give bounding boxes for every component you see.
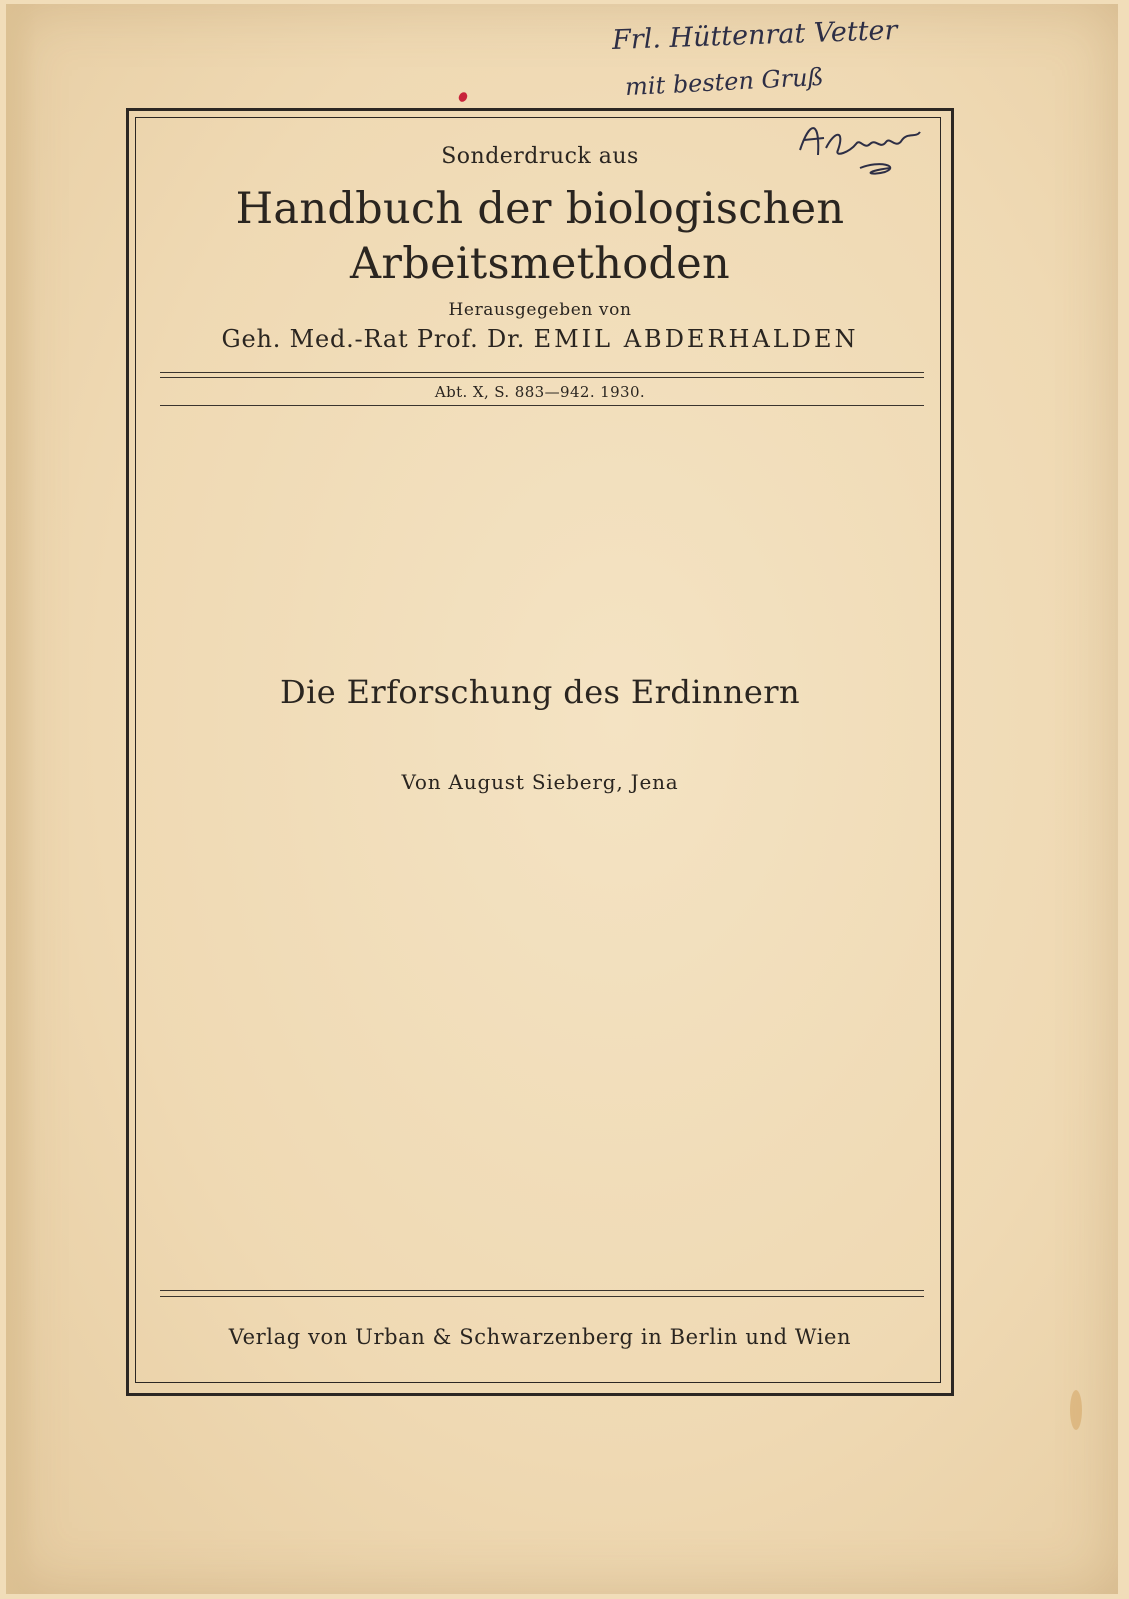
handwritten-dedication-line2: mit besten Gruß — [624, 62, 825, 102]
footer-rule-top — [160, 1290, 924, 1291]
citation-line: Abt. X, S. 883—942. 1930. — [434, 383, 646, 401]
handbook-title-line1: Handbuch der biologischen — [235, 184, 845, 234]
editor-intro: Herausgegeben von — [448, 300, 632, 320]
editor-prefix: Geh. Med.-Rat Prof. Dr. — [221, 325, 526, 353]
article-author: Von August Sieberg, Jena — [401, 770, 679, 794]
header-rule-top-double — [160, 377, 924, 378]
footer-rule-top-double — [160, 1296, 924, 1297]
spine-shadow — [6, 4, 36, 1594]
article-title: Die Erforschung des Erdinnern — [280, 673, 800, 711]
handwritten-dedication-line1: Frl. Hüttenrat Vetter — [611, 15, 898, 56]
header-rule-bottom — [160, 405, 924, 406]
handbook-title-line2: Arbeitsmethoden — [350, 239, 730, 289]
header-rule-top — [160, 372, 924, 373]
editor-line — [140, 325, 940, 353]
editor-name: EMIL ABDERHALDEN — [533, 325, 859, 353]
sonderdruck-label: Sonderdruck aus — [441, 144, 639, 169]
publisher-line: Verlag von Urban & Schwarzenberg in Berlin und Wien — [228, 1325, 852, 1349]
paper-stain — [1070, 1390, 1082, 1430]
